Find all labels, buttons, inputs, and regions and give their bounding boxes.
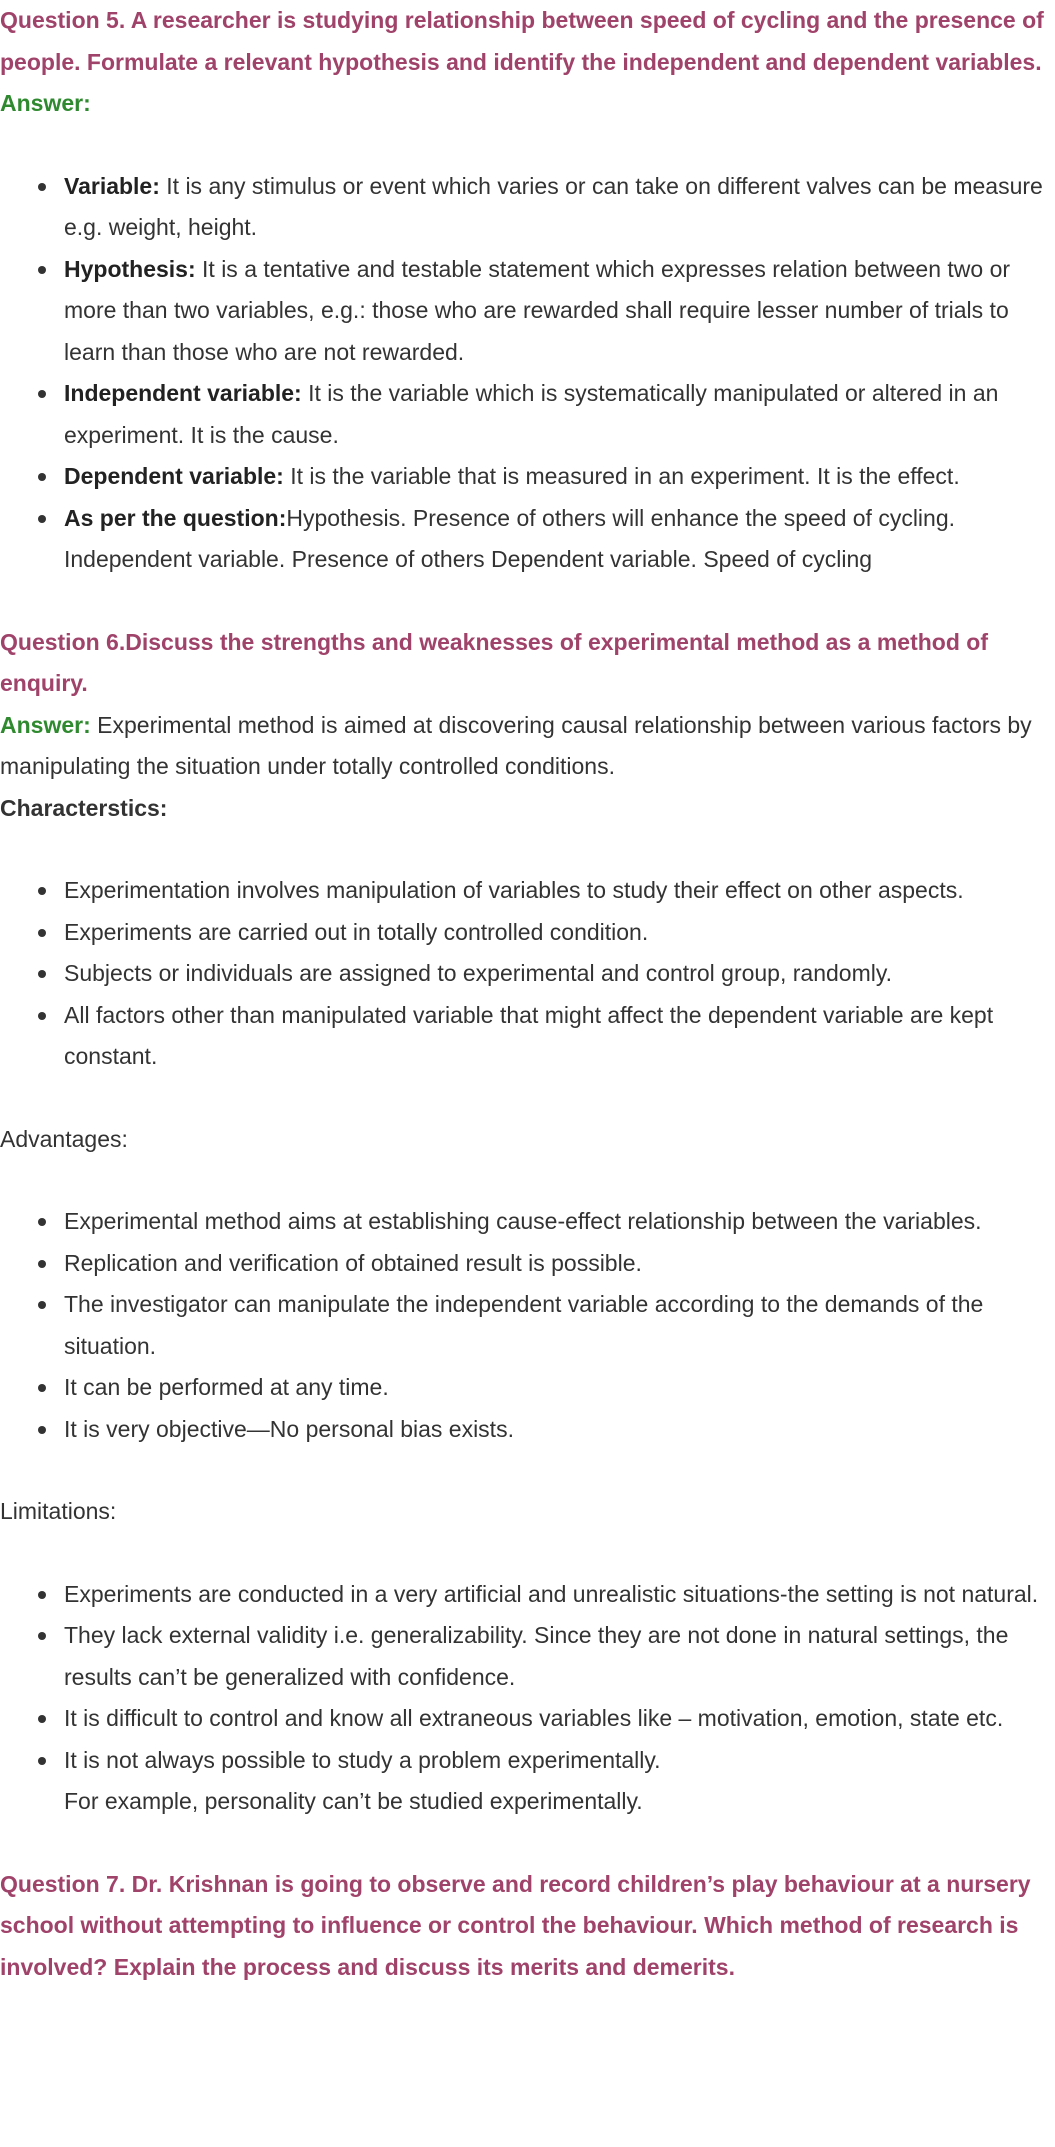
list-item <box>64 373 1055 456</box>
list-item <box>64 166 1055 249</box>
term-label: Variable: <box>64 172 160 199</box>
list-item: Experiments are conducted in a very artificial and unrealistic situations-the setting is not natural. <box>64 1574 1055 1616</box>
q5-definitions-list <box>0 166 1055 581</box>
list-item <box>64 498 1055 581</box>
advantages-list <box>0 1201 1055 1450</box>
term-text: It is any stimulus or event which varies or can take on different valves can be measure e.g. weight, height. <box>64 172 1043 240</box>
characteristics-list <box>0 870 1055 1078</box>
question-7: Question 7. Dr. Krishnan is going to observe and record children’s play behaviour at a nursery school without attempting to influence or control the behaviour. Which method of research is involved? Explain the process and discuss its merits and demerits. <box>0 1870 1031 1980</box>
list-item <box>64 456 1055 498</box>
list-item <box>64 249 1055 374</box>
list-item: It is difficult to control and know all extraneous variables like – motivation, emotion, state etc. <box>64 1698 1055 1740</box>
list-item: The investigator can manipulate the independent variable according to the demands of the situation. <box>64 1284 1055 1367</box>
term-text: Hypothesis. Presence of others will enhance the speed of cycling. Independent variable. Presence of others Dependent variable. Speed of cycling <box>64 504 956 572</box>
list-item: Replication and verification of obtained result is possible. <box>64 1243 1055 1285</box>
q6-answer-text: Experimental method is aimed at discovering causal relationship between various factors by manipulating the situation under totally controlled conditions. <box>0 711 1032 779</box>
q6-answer-line <box>0 705 1055 788</box>
term-label: Hypothesis: <box>64 255 196 282</box>
term-text: It is a tentative and testable statement which expresses relation between two or more than two variables, e.g.: those who are rewarded shall require lesser number of trials to learn than those who are not rewarded. <box>64 255 1011 365</box>
list-item-continuation: For example, personality can’t be studied experimentally. <box>64 1788 643 1814</box>
list-item: Experimentation involves manipulation of variables to study their effect on other aspects. <box>64 870 1055 912</box>
list-item: It is very objective—No personal bias exists. <box>64 1409 1055 1451</box>
limitations-heading: Limitations: <box>0 1498 117 1524</box>
characteristics-heading: Characterstics: <box>0 794 168 821</box>
list-item: Experimental method aims at establishing cause-effect relationship between the variables. <box>64 1201 1055 1243</box>
term-label: Dependent variable: <box>64 463 284 489</box>
limitations-list <box>0 1574 1055 1823</box>
term-label: Independent variable: <box>64 380 302 406</box>
list-item: It can be performed at any time. <box>64 1367 1055 1409</box>
list-item-text: It is not always possible to study a problem experimentally. <box>64 1746 661 1773</box>
term-text: It is the variable which is systematically manipulated or altered in an experiment. It is the cause. <box>64 380 999 448</box>
question-6: Question 6.Discuss the strengths and weaknesses of experimental method as a method of enquiry. <box>0 628 988 696</box>
term-label: As per the question: <box>64 504 287 531</box>
list-item: They lack external validity i.e. generalizability. Since they are not done in natural settings, the results can’t be generalized with confidence. <box>64 1615 1055 1698</box>
list-item: All factors other than manipulated variable that might affect the dependent variable are kept constant. <box>64 995 1055 1078</box>
q5-answer-label: Answer: <box>0 90 91 116</box>
list-item: Subjects or individuals are assigned to experimental and control group, randomly. <box>64 953 1055 995</box>
question-5: Question 5. A researcher is studying relationship between speed of cycling and the presence of people. Formulate a relevant hypothesis and identify the independent and dependent variables. <box>0 7 1044 75</box>
q5-answer-line <box>0 83 1055 125</box>
advantages-heading: Advantages: <box>0 1125 128 1152</box>
q6-answer-label: Answer: <box>0 711 91 738</box>
term-text: It is the variable that is measured in an experiment. It is the effect. <box>283 463 960 489</box>
list-item: Experiments are carried out in totally controlled condition. <box>64 912 1055 954</box>
list-item <box>64 1740 1055 1823</box>
